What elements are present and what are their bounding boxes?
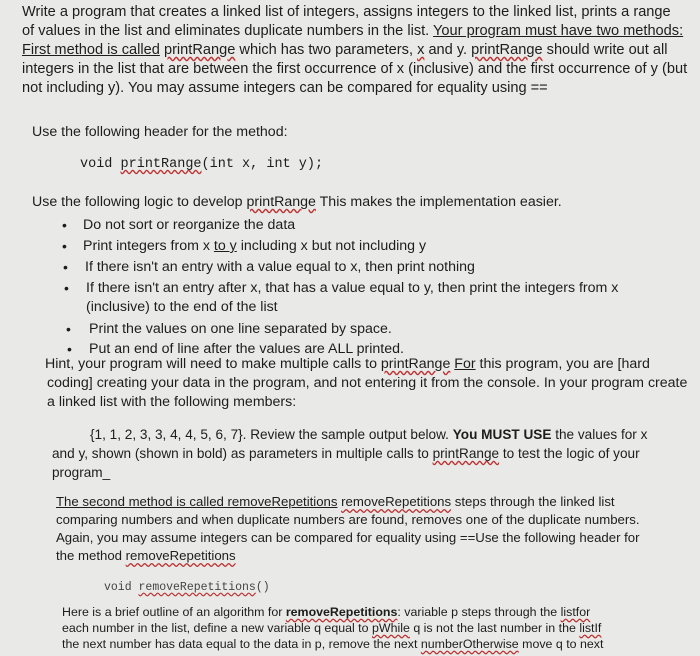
bullet-3: • <box>63 259 68 275</box>
bullet-4: • <box>64 280 69 296</box>
outline-line-3: the next number has data equal to the data in p, remove the next numberOtherwise move q to next <box>62 637 604 651</box>
hint-line-3: a linked list with the following members: <box>47 394 297 410</box>
bullet-2: • <box>62 238 67 254</box>
logic-item-3: If there isn't an entry with a value equal to x, then print nothing <box>85 259 475 275</box>
intro-line-2: of values in the list and eliminates duplicate numbers in the list. Your program must have two methods: <box>22 23 684 39</box>
second-line-2: comparing numbers and when duplicate numbers are found, removes one of the duplicate numbers. <box>56 512 640 527</box>
intro-line-4: integers in the list that are between the first occurrence of x (inclusive) and the first occurrence of y (but <box>22 61 688 77</box>
header-label: Use the following header for the method: <box>32 124 288 140</box>
second-line-4: the method removeRepetitions <box>56 548 236 563</box>
logic-item-1: Do not sort or reorganize the data <box>83 217 296 233</box>
logic-item-2: Print integers from x to y including x but not including y <box>83 238 427 254</box>
logic-item-4a: If there isn't an entry after x, that has a value equal to y, then print the integers from x <box>86 280 619 296</box>
members-line-1: {1, 1, 2, 3, 3, 4, 4, 5, 6, 7}. Review the sample output below. You MUST USE the values for x <box>90 427 648 442</box>
intro-line-1: Write a program that creates a linked list of integers, assigns integers to the linked list, prints a range <box>22 4 671 20</box>
members-line-3: program_ <box>52 465 111 480</box>
logic-item-6: Put an end of line after the values are ALL printed. <box>89 341 404 357</box>
bullet-6: • <box>67 341 72 357</box>
logic-label: Use the following logic to develop printRange This makes the implementation easier. <box>32 194 562 210</box>
second-line-1: The second method is called removeRepetitions removeRepetitions steps through the linked list <box>56 494 615 509</box>
hint-line-2: coding] creating your data in the program, and not entering it from the console. In your program create <box>47 375 688 391</box>
second-line-3: Again, you may assume integers can be compared for equality using ==Use the following header for <box>56 530 640 545</box>
intro-line-5: not including y). You may assume integers can be compared for equality using == <box>22 80 548 96</box>
outline-line-2: each number in the list, define a new variable q equal to pWhile q is not the last number in the listIf <box>62 621 602 635</box>
remove-repetitions-signature: void removeRepetitions() <box>104 581 270 594</box>
bullet-1: • <box>62 217 67 233</box>
outline-line-1: Here is a brief outline of an algorithm for removeRepetitions: variable p steps through the listfor <box>62 605 591 619</box>
two-methods-note: Your program must have two methods: <box>433 23 684 39</box>
print-range-signature: void printRange(int x, int y); <box>80 157 324 172</box>
bullet-5: • <box>66 321 71 337</box>
logic-item-4b: (inclusive) to the end of the list <box>86 299 278 315</box>
members-line-2: and y, shown (shown in bold) as parameters in multiple calls to printRange to test the logic of your <box>52 446 640 461</box>
hint-line-1: Hint, your program will need to make multiple calls to printRange For this program, you are [hard <box>45 356 650 372</box>
intro-line-3: First method is called printRange which has two parameters, x and y. printRange should write out all <box>22 42 668 58</box>
logic-item-5: Print the values on one line separated by space. <box>89 321 392 337</box>
